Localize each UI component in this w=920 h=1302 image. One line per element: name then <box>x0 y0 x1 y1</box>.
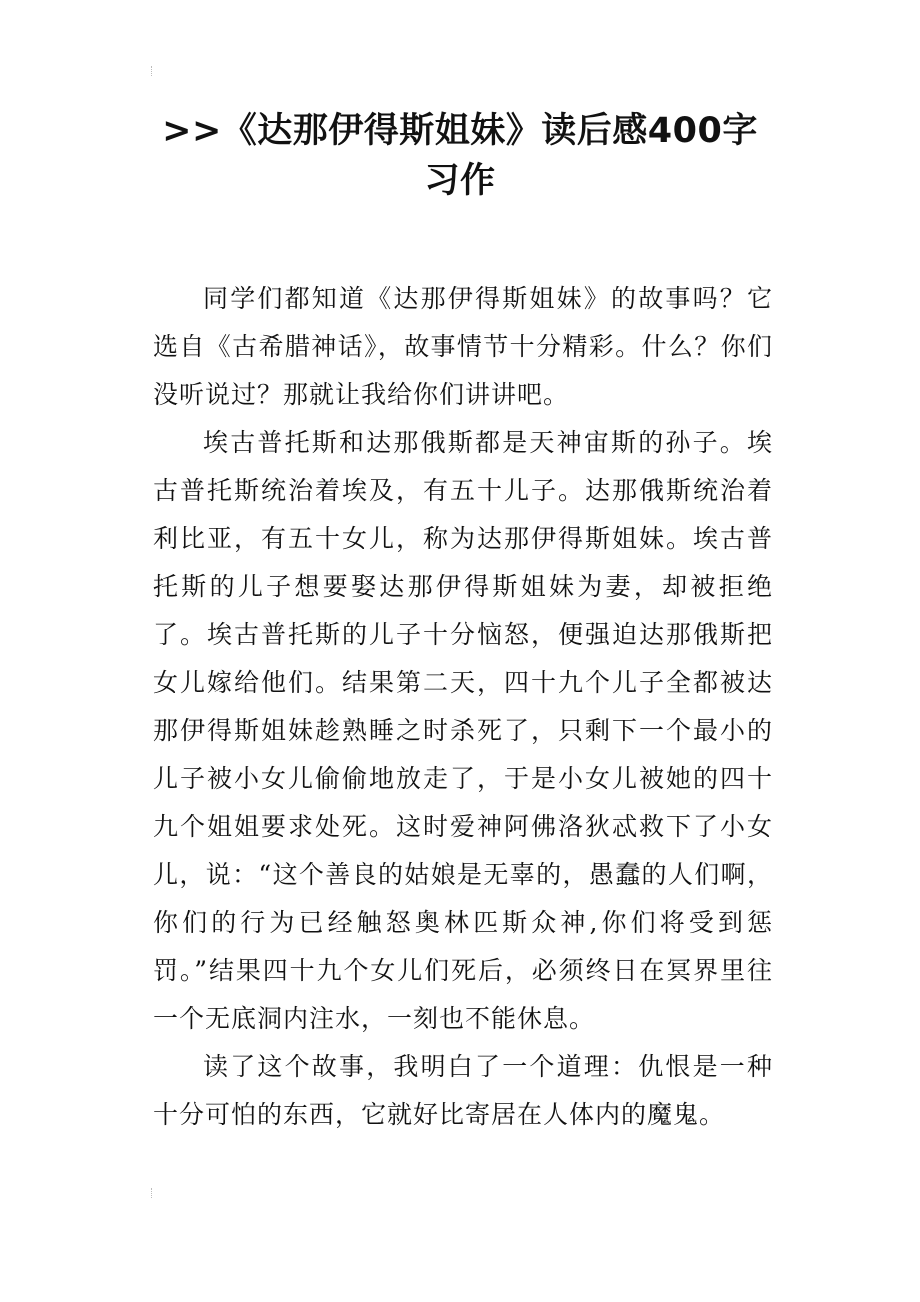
document-body <box>153 275 773 1139</box>
corner-crop-mark <box>151 1188 155 1198</box>
paragraph: 读了这个故事，我明白了一个道理：仇恨是一种十分可怕的东西，它就好比寄居在人体内的魔鬼。 <box>153 1052 773 1129</box>
paragraph: 埃古普托斯和达那俄斯都是天神宙斯的孙子。埃古普托斯统治着埃及，有五十儿子。达那俄斯统治着利比亚，有五十女儿，称为达那伊得斯姐妹。埃古普托斯的儿子想要娶达那伊得斯姐妹为妻，却被拒绝了。埃古普托斯的儿子十分恼怒，便强迫达那俄斯把女儿嫁给他们。结果第二天，四十九个儿子全都被达那伊得斯姐妹趁熟睡之时杀死了，只剩下一个最小的儿子被小女儿偷偷地放走了，于是小女儿被她的四十九个姐姐要求处死。这时爱神阿佛洛狄忒救下了小女儿，说：“这个善良的姑娘是无辜的，愚蠢的人们啊，你们的行为已经触怒奥林匹斯众神,你们将受到惩罚。”结果四十九个女儿们死后，必须终日在冥界里往一个无底洞内注水，一刻也不能休息。 <box>153 428 773 1033</box>
document-title: >>《达那伊得斯姐妹》读后感400字习作 <box>162 111 758 201</box>
corner-crop-mark <box>151 66 155 76</box>
paragraph: 同学们都知道《达那伊得斯姐妹》的故事吗？它选自《古希腊神话》，故事情节十分精彩。什么？你们没听说过？那就让我给你们讲讲吧。 <box>153 284 773 409</box>
